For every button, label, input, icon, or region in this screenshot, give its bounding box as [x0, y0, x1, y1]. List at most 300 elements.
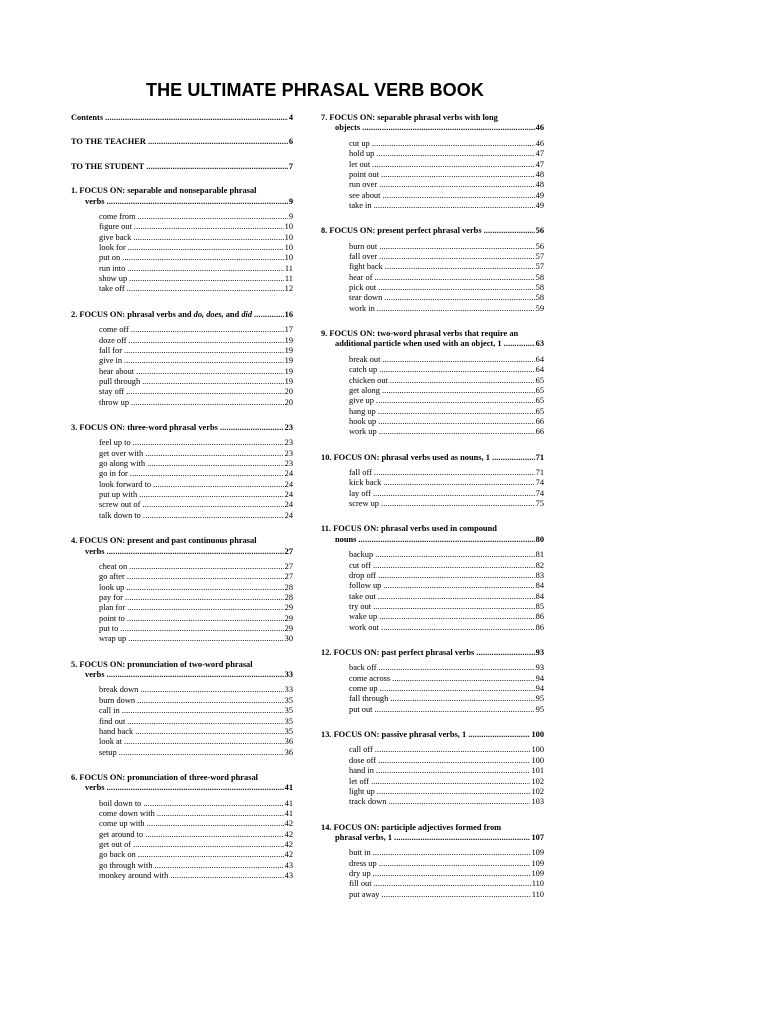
- section-title-line2: [321, 339, 544, 349]
- toc-section: [321, 648, 544, 715]
- verb-name: look for: [99, 243, 126, 253]
- verb-name: catch up: [349, 365, 378, 375]
- verb-entry: [71, 748, 293, 758]
- section-title-line2: [71, 783, 293, 793]
- page-number: 103: [531, 797, 544, 807]
- page-number: 110: [531, 879, 544, 889]
- verb-entry: [321, 663, 544, 673]
- dot-leader: [122, 346, 284, 356]
- dot-leader: [360, 123, 535, 133]
- verb-name: figure out: [99, 222, 132, 232]
- section-spacer: [71, 645, 293, 660]
- section-spacer: [71, 521, 293, 536]
- page-number: 48: [535, 180, 544, 190]
- dot-leader: [117, 748, 284, 758]
- page-number: 28: [284, 582, 293, 592]
- page-number: 30: [284, 634, 293, 644]
- verb-name: cheat on: [99, 561, 128, 571]
- dot-leader: [124, 387, 283, 397]
- verb-entry: [321, 262, 544, 272]
- verb-entry: [321, 623, 544, 633]
- dot-leader: [127, 562, 283, 572]
- verb-name: hand back: [99, 726, 134, 736]
- page-number: 71: [535, 468, 544, 477]
- page-number: 35: [284, 716, 293, 726]
- page-number: 94: [535, 673, 544, 683]
- page-number: 46: [535, 138, 544, 148]
- toc-section: [321, 329, 544, 438]
- dot-leader: [131, 840, 284, 850]
- page-number: 86: [535, 612, 544, 622]
- verb-name: point to: [99, 613, 125, 623]
- dot-leader: [125, 284, 284, 294]
- dot-leader: [490, 453, 535, 463]
- verb-name: follow up: [349, 581, 382, 591]
- verb-name: fall through: [349, 694, 389, 704]
- verb-entry: [71, 387, 293, 397]
- dot-leader: [373, 550, 534, 560]
- verb-name: boil down to: [99, 798, 142, 808]
- page-number: 23: [284, 459, 293, 469]
- verb-name: hand in: [349, 766, 374, 776]
- verb-entry: [321, 705, 544, 715]
- verb-entry: [71, 284, 293, 294]
- verb-name: feel up to: [99, 438, 131, 448]
- page-number: 12: [284, 284, 293, 294]
- page-number: 29: [284, 613, 293, 623]
- toc-right-column: [321, 113, 544, 900]
- dot-leader: [378, 684, 535, 694]
- dot-leader: [373, 745, 531, 755]
- verb-entry: [321, 427, 544, 437]
- dot-leader: [131, 438, 284, 448]
- dot-leader: [377, 365, 534, 375]
- page-number: 64: [535, 354, 544, 364]
- dot-leader: [125, 603, 283, 613]
- dot-leader: [377, 252, 534, 262]
- dot-leader: [123, 593, 284, 603]
- verb-entry: [71, 274, 293, 284]
- page-number: 20: [284, 397, 293, 407]
- dot-leader: [129, 398, 284, 408]
- verb-entry: [321, 848, 544, 858]
- section-spacer: [71, 172, 293, 186]
- section-title-line2: [71, 547, 293, 557]
- verb-list: [321, 242, 544, 314]
- page-number: 9: [288, 196, 293, 206]
- page-number: 42: [284, 840, 293, 850]
- page-number: 11: [284, 263, 293, 273]
- toc-section: [321, 113, 544, 211]
- verb-name: get around to: [99, 829, 144, 839]
- page-number: 100: [531, 755, 544, 765]
- section-title-end: verbs: [85, 670, 105, 680]
- verb-entry: [71, 243, 293, 253]
- toc-section: [321, 730, 544, 807]
- dot-leader: [140, 377, 283, 387]
- verb-list: [71, 438, 293, 521]
- dot-leader: [376, 571, 535, 581]
- dot-leader: [143, 449, 283, 459]
- page-number: 43: [284, 871, 293, 881]
- dot-leader: [376, 417, 534, 427]
- dot-leader: [482, 226, 535, 236]
- page-number: 19: [284, 376, 293, 386]
- toc-section: [71, 310, 293, 408]
- dot-leader: [379, 170, 535, 180]
- verb-entry: [71, 233, 293, 243]
- section-title-line1: 14. FOCUS ON: participle adjectives formed from: [321, 822, 502, 832]
- verb-name: monkey around with: [99, 871, 169, 881]
- toc-section: [71, 113, 293, 123]
- verb-name: fill out: [349, 879, 372, 889]
- section-heading: [71, 536, 293, 557]
- verb-name: give back: [99, 232, 132, 242]
- page-number: 24: [284, 500, 293, 510]
- dot-leader: [466, 730, 530, 740]
- section-heading: [321, 113, 544, 134]
- section-heading: [71, 660, 293, 681]
- page-number: 94: [535, 684, 544, 694]
- dot-leader: [377, 242, 534, 252]
- verb-entry: [321, 355, 544, 365]
- verb-name: hang up: [349, 406, 376, 416]
- section-title-line2: [71, 197, 293, 207]
- page-number: 36: [284, 737, 293, 747]
- dot-leader: [376, 756, 530, 766]
- page-number: 10: [284, 232, 293, 242]
- dot-leader: [371, 561, 535, 571]
- verb-list: [71, 799, 293, 882]
- verb-name: screw up: [349, 499, 379, 509]
- dot-leader: [369, 777, 530, 787]
- section-title-line2: [321, 123, 544, 133]
- verb-entry: [71, 253, 293, 263]
- dot-leader: [376, 283, 534, 293]
- verb-entry: [321, 890, 544, 900]
- verb-name: fall for: [99, 345, 123, 355]
- dot-leader: [127, 336, 284, 346]
- section-title: 12. FOCUS ON: past perfect phrasal verbs: [321, 647, 475, 657]
- dot-leader: [376, 592, 535, 602]
- verb-entry: [321, 756, 544, 766]
- section-spacer: [321, 509, 544, 524]
- dot-leader: [132, 222, 284, 232]
- dot-leader: [128, 469, 284, 479]
- dot-leader: [374, 396, 535, 406]
- verb-name: screw out of: [99, 500, 141, 510]
- page-number: 10: [284, 222, 293, 232]
- section-heading: [71, 773, 293, 794]
- dot-leader: [252, 310, 284, 320]
- verb-entry: [321, 859, 544, 869]
- page-number: 65: [535, 375, 544, 385]
- verb-name: wake up: [349, 612, 378, 622]
- verb-name: look forward to: [99, 479, 152, 489]
- dot-leader: [145, 459, 284, 469]
- verb-name: cut off: [349, 560, 371, 570]
- verb-name: take off: [99, 284, 125, 294]
- verb-entry: [321, 581, 544, 591]
- page-number: 71: [535, 452, 544, 462]
- dot-leader: [388, 376, 535, 386]
- page-number: 41: [284, 809, 293, 819]
- verb-name: go back on: [99, 850, 136, 860]
- verb-name: drop off: [349, 570, 377, 580]
- verb-entry: [321, 149, 544, 159]
- verb-name: burn out: [349, 241, 378, 251]
- section-title-line1: 11. FOCUS ON: phrasal verbs used in compound: [321, 524, 497, 534]
- page-number: 6: [288, 137, 293, 147]
- page-number: 75: [535, 499, 544, 509]
- toc-entry: [71, 113, 293, 123]
- verb-name: look at: [99, 737, 123, 747]
- entry-title: TO THE TEACHER: [71, 137, 146, 147]
- toc-section: [321, 823, 544, 901]
- verb-name: pay for: [99, 592, 123, 602]
- verb-entry: [321, 550, 544, 560]
- section-title: 10. FOCUS ON: phrasal verbs used as nouns, 1: [321, 452, 490, 462]
- page-number: 65: [535, 385, 544, 395]
- verb-name: give in: [99, 356, 123, 366]
- verb-name: find out: [99, 716, 126, 726]
- page-number: 36: [284, 747, 293, 757]
- verb-name: fall over: [349, 251, 378, 261]
- page-number: 83: [535, 570, 544, 580]
- page-number: 41: [284, 798, 293, 808]
- dot-leader: [127, 274, 284, 284]
- verb-name: break down: [99, 685, 139, 695]
- verb-name: call in: [99, 706, 120, 716]
- page-number: 23: [284, 448, 293, 458]
- section-spacer: [71, 758, 293, 773]
- page-number: 46: [535, 123, 544, 133]
- dot-leader: [124, 583, 283, 593]
- dot-leader: [137, 490, 283, 500]
- verb-entry: [71, 706, 293, 716]
- dot-leader: [133, 727, 283, 737]
- verb-entry: [71, 850, 293, 860]
- dot-leader: [377, 427, 535, 437]
- dot-leader: [125, 264, 284, 274]
- page-number: 95: [535, 704, 544, 714]
- verb-entry: [321, 777, 544, 787]
- dot-leader: [125, 614, 284, 624]
- toc-section: [321, 524, 544, 633]
- section-title-end: verbs: [85, 783, 105, 793]
- page-number: 33: [284, 670, 293, 680]
- dot-leader: [382, 293, 534, 303]
- verb-entry: [71, 367, 293, 377]
- dot-leader: [122, 737, 284, 747]
- section-title-end: objects: [335, 123, 361, 133]
- verb-name: put away: [349, 889, 380, 899]
- page-number: 57: [535, 262, 544, 272]
- dot-leader: [371, 602, 535, 612]
- verb-entry: [71, 264, 293, 274]
- dot-leader: [105, 670, 284, 680]
- verb-name: doze off: [99, 335, 127, 345]
- verb-entry: [71, 717, 293, 727]
- page-number: 84: [535, 591, 544, 601]
- verb-name: come across: [349, 673, 391, 683]
- section-heading: [321, 823, 544, 844]
- dot-leader: [374, 149, 534, 159]
- page-number: 82: [535, 560, 544, 570]
- dot-leader: [371, 869, 531, 879]
- verb-entry: [71, 593, 293, 603]
- verb-name: hold up: [349, 149, 375, 159]
- page-number: 65: [535, 406, 544, 416]
- entry-title: Contents: [71, 113, 104, 122]
- page-number: 107: [531, 832, 544, 842]
- page-number: 29: [284, 603, 293, 613]
- section-heading: [321, 524, 544, 545]
- section-title-line1: 6. FOCUS ON: pronunciation of three-word phrasal: [71, 772, 258, 782]
- dot-leader: [379, 499, 535, 509]
- dot-leader: [372, 273, 534, 283]
- dot-leader: [129, 325, 284, 335]
- page-number: 42: [284, 829, 293, 839]
- dot-leader: [146, 137, 288, 147]
- dot-leader: [380, 386, 535, 396]
- verb-entry: [71, 614, 293, 624]
- page-number: 4: [288, 113, 293, 122]
- verb-entry: [321, 417, 544, 427]
- page-number: 29: [284, 623, 293, 633]
- dot-leader: [125, 717, 283, 727]
- dot-leader: [131, 233, 283, 243]
- page-number: 109: [531, 869, 544, 879]
- page-number: 80: [535, 534, 544, 544]
- section-spacer: [71, 123, 293, 137]
- verb-list: [71, 685, 293, 757]
- dot-leader: [370, 139, 535, 149]
- section-title-end: verbs: [85, 196, 105, 206]
- section-title-line1: 4. FOCUS ON: present and past continuous phrasal: [71, 536, 257, 546]
- page-number: 95: [535, 694, 544, 704]
- dot-leader: [377, 612, 534, 622]
- section-title-line2: [321, 833, 544, 843]
- page-number: 27: [284, 546, 293, 556]
- verb-list: [71, 562, 293, 645]
- page-number: 65: [535, 396, 544, 406]
- page-number: 81: [535, 550, 544, 560]
- verb-entry: [321, 407, 544, 417]
- verb-name: come from: [99, 212, 136, 222]
- page-number: 19: [284, 345, 293, 355]
- section-heading: [321, 453, 544, 463]
- verb-entry: [71, 325, 293, 335]
- verb-entry: [71, 819, 293, 829]
- dot-leader: [375, 787, 531, 797]
- verb-entry: [71, 861, 293, 871]
- verb-name: kick back: [349, 478, 382, 488]
- verb-entry: [321, 273, 544, 283]
- verb-list: [71, 325, 293, 408]
- toc-section: [321, 226, 544, 314]
- verb-entry: [71, 398, 293, 408]
- dot-leader: [105, 783, 284, 793]
- toc-section: [321, 453, 544, 510]
- page-number: 84: [535, 581, 544, 591]
- dot-leader: [390, 674, 534, 684]
- page-number: 102: [531, 786, 544, 796]
- dot-leader: [380, 355, 534, 365]
- verb-entry: [321, 684, 544, 694]
- verb-entry: [71, 583, 293, 593]
- verb-list: [321, 550, 544, 633]
- page-number: 27: [284, 572, 293, 582]
- section-spacer: [71, 148, 293, 162]
- verb-name: come up: [349, 684, 378, 694]
- section-title: 3. FOCUS ON: three-word phrasal verbs: [71, 422, 218, 432]
- verb-name: go through with: [99, 860, 153, 870]
- verb-entry: [71, 809, 293, 819]
- verb-name: break out: [349, 354, 381, 364]
- page-number: 74: [535, 478, 544, 488]
- verb-name: stay off: [99, 387, 125, 397]
- dot-leader: [375, 304, 535, 314]
- section-title: 2. FOCUS ON: phrasal verbs and do, does, and did: [71, 309, 253, 319]
- verb-entry: [71, 438, 293, 448]
- dot-leader: [122, 356, 284, 366]
- verb-entry: [321, 879, 544, 889]
- page-number: 102: [531, 776, 544, 786]
- verb-name: work up: [349, 427, 377, 437]
- dot-leader: [105, 197, 288, 207]
- section-heading: [71, 186, 293, 207]
- verb-name: fall off: [349, 468, 372, 477]
- verb-entry: [71, 696, 293, 706]
- page-number: 24: [284, 490, 293, 500]
- page-number: 35: [284, 726, 293, 736]
- verb-name: put up with: [99, 490, 138, 500]
- dot-leader: [392, 833, 530, 843]
- page-number: 19: [284, 366, 293, 376]
- toc-entry: [71, 162, 293, 172]
- dot-leader: [370, 160, 534, 170]
- page-number: 48: [535, 169, 544, 179]
- section-spacer: [321, 314, 544, 329]
- verb-list: [321, 355, 544, 438]
- section-spacer: [321, 211, 544, 226]
- page-number: 100: [531, 745, 544, 755]
- toc-section: [71, 137, 293, 147]
- section-title-line1: 5. FOCUS ON: pronunciation of two-word phrasal: [71, 659, 253, 669]
- verb-name: run into: [99, 263, 126, 273]
- verb-name: backup: [349, 550, 374, 560]
- verb-name: fight back: [349, 262, 383, 272]
- section-title-line1: 9. FOCUS ON: two-word phrasal verbs that require an: [321, 329, 519, 339]
- page-number: 56: [535, 226, 544, 236]
- page-number: 19: [284, 356, 293, 366]
- page-number: 49: [535, 200, 544, 210]
- dot-leader: [136, 850, 284, 860]
- page-number: 42: [284, 850, 293, 860]
- section-heading: [321, 329, 544, 350]
- page-number: 23: [284, 422, 293, 432]
- dot-leader: [120, 253, 283, 263]
- verb-name: go in for: [99, 469, 128, 479]
- verb-entry: [71, 480, 293, 490]
- toc-section: [71, 773, 293, 882]
- dot-leader: [379, 890, 530, 900]
- book-title: THE ULTIMATE PHRASAL VERB BOOK: [145, 80, 484, 100]
- dot-leader: [134, 367, 284, 377]
- dot-leader: [126, 634, 283, 644]
- page-number: 74: [535, 488, 544, 498]
